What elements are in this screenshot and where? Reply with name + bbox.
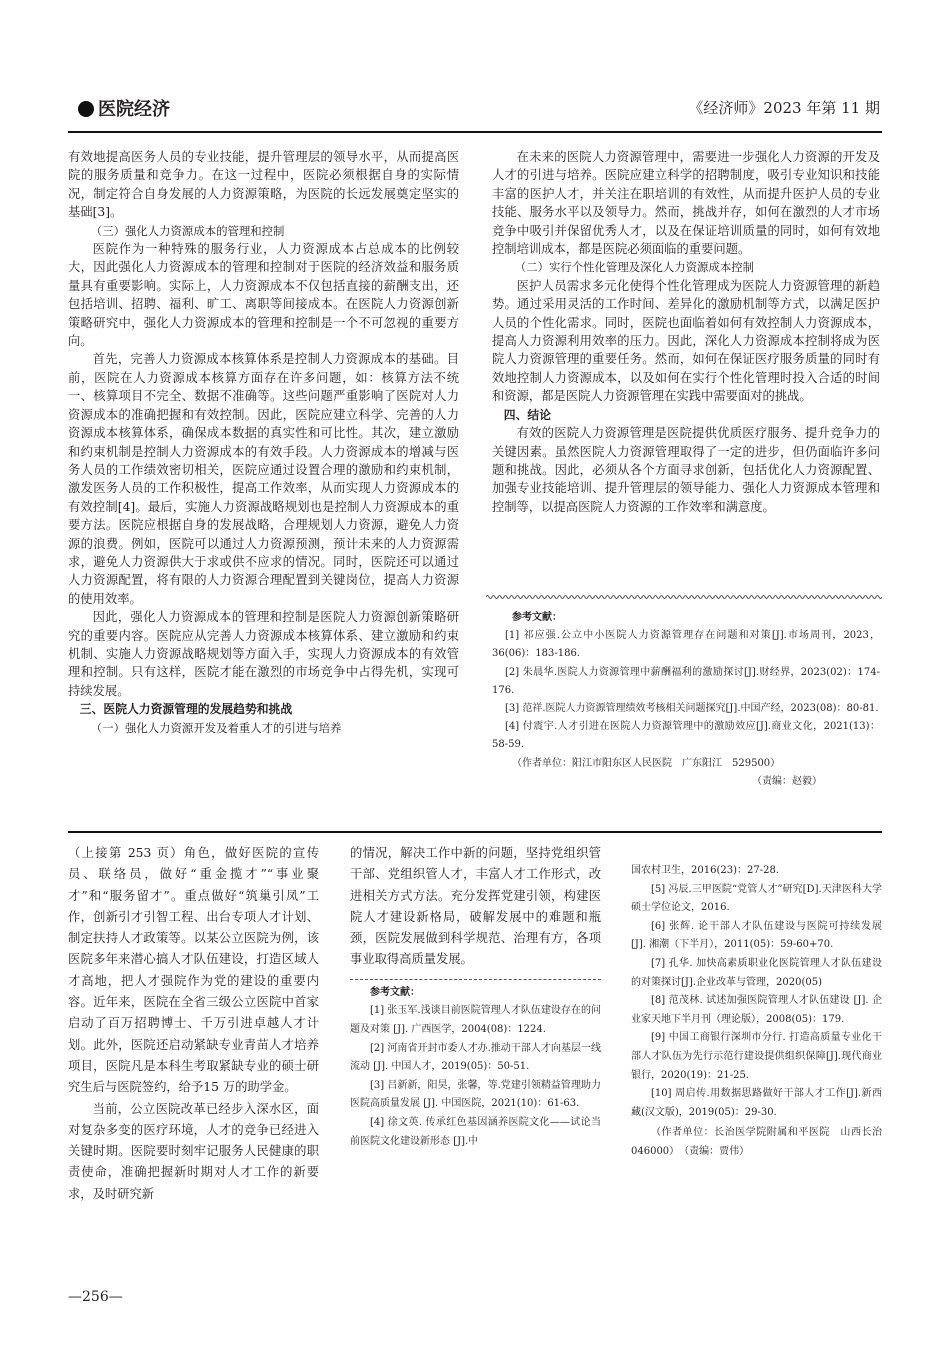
paragraph: 有效地提高医务人员的专业技能，提升管理层的领导水平，从而提高医院的服务质量和竞争力。在这一过程中，医院必须根据自身的实际情况，制定符合自身发展的人力资源策略，为医院的长远发展奠定坚实的基础[3]。 <box>68 150 459 220</box>
author-unit: （作者单位：长治医学院附属和平医院 山西长治 046000） （责编：贾伟） <box>631 1127 892 1157</box>
paragraph: 当前，公立医院改革已经步入深水区，面对复杂多变的医疗环境，人才的竞争已经进入关键时期。医院要时刻牢记服务人民健康的职责使命，准确把握新时期对人才工作的新要求，及时研究新 <box>68 1101 319 1201</box>
editor-note: （责编：赵毅） <box>752 775 822 787</box>
paragraph: 的情况，解决工作中新的问题，坚持党组织管干部、党组织管人才，丰富人才工作形式，改进相关方式方法。充分发挥党建引领，构建医院人才建设新格局，破解发展中的难题和瓶颈，医院发展做到科学规范、治理有方，各项事业取得高质量发展。 <box>350 846 601 967</box>
reference-item: [3] 范祥.医院人力资源管理绩效考核相关问题探究[J].中国产经，2023(08)：80-81. <box>505 703 879 715</box>
wavy-divider <box>486 594 882 600</box>
section-heading: 四、结论 <box>503 407 551 422</box>
subsection-heading: （二）实行个性化管理及深化人力资源成本控制 <box>514 260 755 275</box>
paragraph: 有效的医院人力资源管理是医院提供优质医疗服务、提升竞争力的关键因素。虽然医院人力资源管理取得了一定的进步，但仍面临许多问题和挑战。因此，必须从各个方面寻求创新，包括优化人力资源配置、加强专业技能培训、提升管理层的领导能力、强化人力资源成本管理和控制等，以提高医院人力资源的工作效率和满意度。 <box>492 426 880 514</box>
paragraph: （上接第 253 页）角色，做好医院的宣传员、联络员，做好“重金揽才”“事业聚才”和“服务留才”。重点做好“筑巢引凤”工作，创新引才引智工程、出台专项人才计划、制定扶持人才政策等。以某公立医院为例，该医院多年来潜心搞人才队伍建设，打造区域人才高地，把人才强院作为党的建设的重要内容。近年来，医院在全省三级公立医院中首家启动了百万招聘博士、千万引进卓越人才计划。此外，医院还启动紧缺专业青苗人才培养项目，医院凡是本科生考取紧缺专业的硕士研究生后与医院签约，给予15 万的助学金。 <box>68 846 319 1095</box>
reference-item: [5] 冯辰.三甲医院“党管人才”研究[D].天津医科大学硕士学位论文，2016. <box>631 883 882 914</box>
author-unit: （作者单位：阳江市阳东区人民医院 广东阳江 529500） <box>512 757 781 769</box>
section-rule <box>68 831 882 833</box>
reference-item: [9] 中国工商银行深圳市分行. 打造高质量专业化干部人才队伍为先行示范行建设提供组织保障[J].现代商业银行，2020(19)：21-25. <box>631 1032 882 1081</box>
paragraph: 在未来的医院人力资源管理中，需要进一步强化人力资源的开发及人才的引进与培养。医院应建立科学的招聘制度，吸引专业知识和技能丰富的医护人才，并关注在职培训的有效性，从而提升医护人员的专业技能、服务水平以及领导力。然而，挑战并存，如何在激烈的人才市场竞争中吸引并保留优秀人才，以及在保证培训质量的同时，如何有效地控制培训成本，都是医院必须面临的重要问题。 <box>492 150 880 257</box>
dashed-divider <box>350 979 601 980</box>
reference-item: [1] 张玉军.浅谈目前医院管理人才队伍建设存在的问题及对策 [J]. 广西医学，2004(08)：1224. <box>350 1005 601 1035</box>
reference-item: [8] 范茂林. 试述加强医院管理人才队伍建设 [J]. 企业家天地下半月刊（理论版），2008(05)：179. <box>631 995 882 1025</box>
page-number: —256— <box>68 1289 123 1305</box>
reference-continuation: 国农村卫生，2016(23)：27-28. <box>631 865 779 876</box>
subsection-heading: （三）强化人力资源成本的管理和控制 <box>90 223 285 238</box>
reference-item: [2] 朱晨华.医院人力资源管理中薪酬福利的激励探讨[J].财经界，2023(02)：174-176. <box>492 666 880 696</box>
reference-item: [3] 吕新新，阳昊，张馨，等.党建引领精益管理助力医院高质量发展 [J]. 中国医院，2021(10)：61-63. <box>350 1079 601 1110</box>
reference-item: [2] 河南省开封市委人才办.推动干部人才向基层一线流动 [J]. 中国人才，2019(05)：50-51. <box>350 1042 601 1073</box>
reference-item: [6] 张辉. 论干部人才队伍建设与医院可持续发展 [J]. 湘潮（下半月），2011(05)：59-60+70. <box>631 920 882 951</box>
reference-item: [1] 祁应强.公立中小医院人力资源管理存在问题和对策[J].市场周刊，2023，36(06)：183-186. <box>492 630 880 660</box>
top-left-column <box>68 148 459 737</box>
top-right-column <box>492 148 880 516</box>
section-heading: 三、医院人力资源管理的发展趋势和挑战 <box>79 702 293 717</box>
reference-item: [10] 周启传.用数据思路做好干部人才工作[J].新西藏(汉文版)，2019(05)：29-30. <box>631 1088 882 1118</box>
bullet-dot-icon <box>78 101 94 117</box>
reference-item: [4] 徐文英. 传承红色基因涵养医院文化——试论当前医院文化建设新形态 [J].中 <box>350 1116 601 1147</box>
top-references <box>492 609 880 791</box>
section-name: 医院经济 <box>98 99 170 120</box>
references-title: 参考文献： <box>512 612 562 623</box>
reference-item: [4] 付震宇.人才引进在医院人力资源管理中的激励效应[J].商业文化，2021(13)：58-59. <box>492 721 880 751</box>
paragraph: 医护人员需求多元化使得个性化管理成为医院人力资源管理的新趋势。通过采用灵活的工作时间、差异化的激励机制等方式，以满足医护人员的个性化需求。同时，医院也面临着如何有效控制人力资源成本，提高人力资源利用效率的压力。因此，深化人力资源成本控制将成为医院人力资源管理的重要任务。然而，如何在保证医疗服务质量的同时有效地控制人力资源成本，以及如何在实行个性化管理时投入合适的时间和资源，都是医院人力资源管理在实践中需要面对的挑战。 <box>492 278 880 404</box>
bottom-column-3 <box>631 862 892 1162</box>
paragraph: 医院作为一种特殊的服务行业，人力资源成本占总成本的比例较大，因此强化人力资源成本的管理和控制对于医院的经济效益和服务质量具有重要影响。实际上，人力资源成本不仅包括直接的薪酬支出，还包括培训、招聘、福利、旷工、离职等间接成本。在医院人力资源创新策略研究中，强化人力资源成本的管理和控制是一个不可忽视的重要方向。 <box>68 242 459 349</box>
section-title <box>78 95 170 121</box>
journal-issue: 《经济师》2023 年第 11 期 <box>688 99 880 117</box>
paragraph: 首先，完善人力资源成本核算体系是控制人力资源成本的基础。目前，医院在人力资源成本核算方面存在许多问题，如：核算方法不统一、核算项目不完全、数据不准确等。这些问题严重影响了医院对人力资源成本的准确把握和有效控制。因此，医院应建立科学、完善的人力资源成本核算体系，确保成本数据的真实性和可比性。其次，建立激励和约束机制是控制人力资源成本的有效手段。人力资源成本的增减与医务人员的工作绩效密切相关，医院应通过设置合理的激励和约束机制，激发医务人员的工作积极性，提高工作效率，从而实现人力资源成本的有效控制[4]。最后，实施人力资源战略规划也是控制人力资源成本的重要方法。医院应根据自身的发展战略，合理规划人力资源，避免人力资源的浪费。例如，医院可以通过人力资源预测，预计未来的人力资源需求，避免人力资源供大于求或供不应求的情况。同时，医院还可以通过人力资源配置，将有限的人力资源合理配置到关键岗位，提高人力资源的使用效率。 <box>68 352 459 606</box>
references-title: 参考文献： <box>370 986 420 998</box>
running-header <box>78 95 880 127</box>
paragraph: 因此，强化人力资源成本的管理和控制是医院人力资源创新策略研究的重要内容。医院应从完善人力资源成本核算体系、建立激励和约束机制、实施人力资源战略规划等方面入手，实现人力资源成本的有效管理和控制。只有这样，医院才能在激烈的市场竞争中占得先机，实现可持续发展。 <box>68 610 459 698</box>
subsection-heading: （一）强化人力资源开发及着重人才的引进与培养 <box>90 720 342 735</box>
reference-item: [7] 孔华. 加快高素质职业化医院管理人才队伍建设的对策探讨[J].企业改革与管理，2020(05) <box>631 957 882 988</box>
header-rule <box>68 131 882 133</box>
bottom-column-2 <box>350 843 601 1151</box>
bottom-column-1 <box>68 843 319 1205</box>
